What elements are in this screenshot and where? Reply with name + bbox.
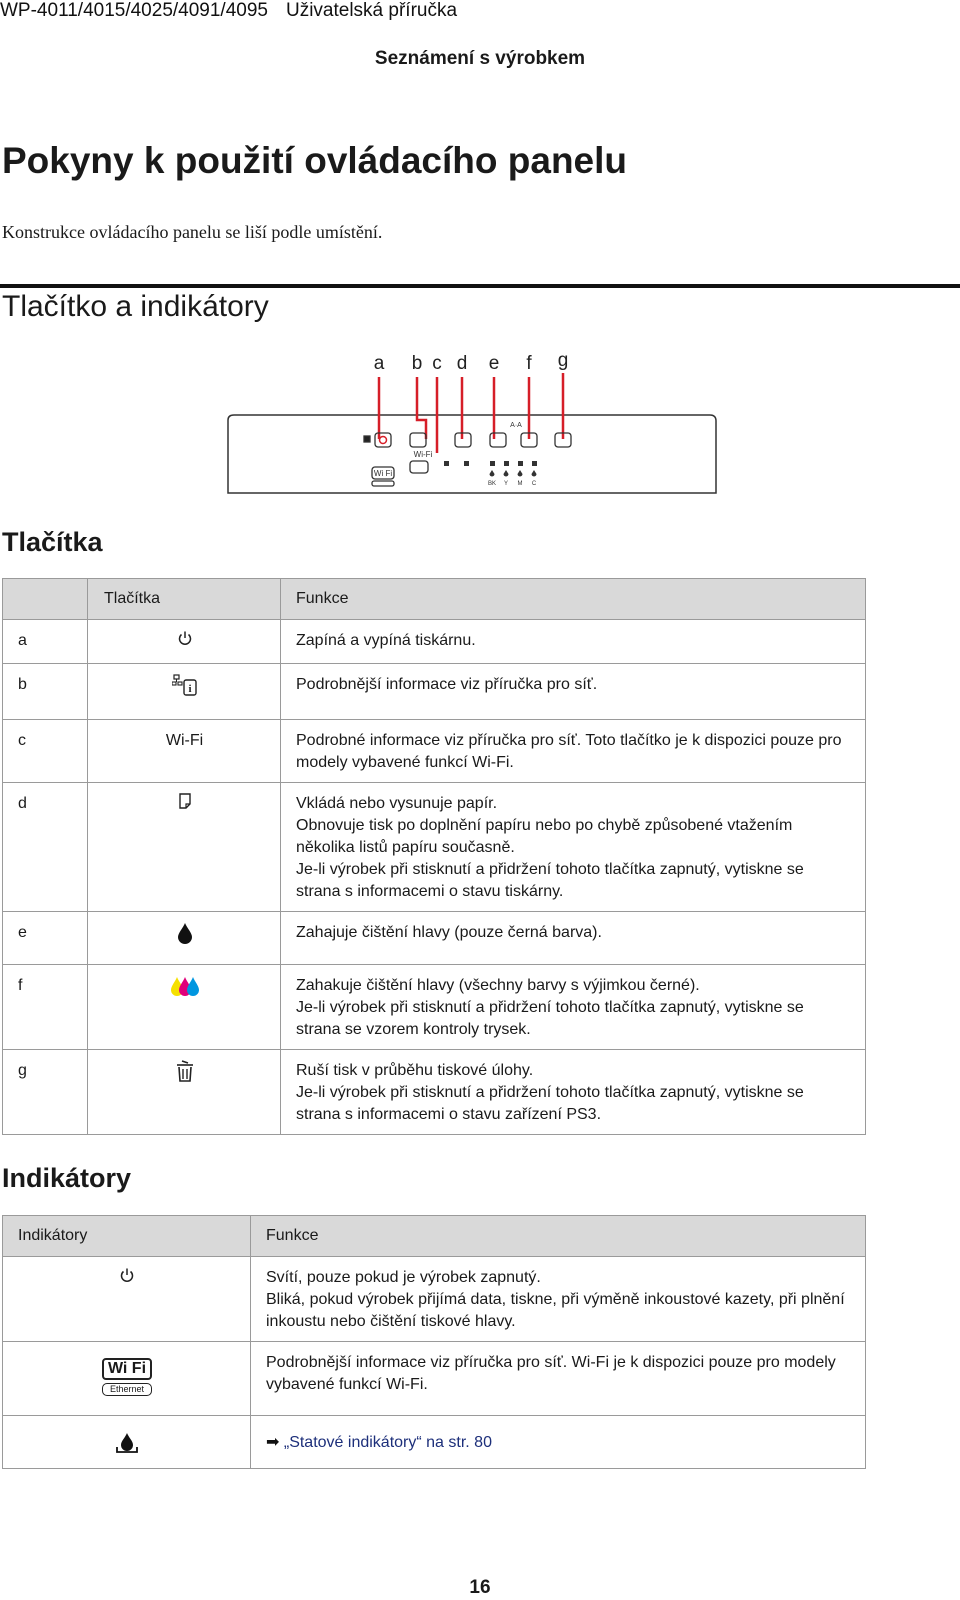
control-panel-diagram — [220, 345, 720, 505]
function-line: Zapíná a vypíná tiskárnu. — [296, 632, 476, 649]
table-row — [3, 1342, 866, 1416]
function-line: Podrobnější informace viz příručka pro síť. — [296, 676, 598, 693]
section-heading: Tlačítko a indikátory — [2, 290, 269, 323]
table-row — [3, 720, 866, 783]
trash-cancel-icon — [88, 1050, 281, 1135]
diagram-label-e: e — [488, 353, 500, 374]
wifi-label: Wi-Fi — [88, 720, 281, 783]
diagram-label-f: f — [526, 353, 532, 374]
doc-name: Uživatelská příručka — [285, 0, 458, 21]
ink-label-y: Y — [503, 481, 509, 487]
function-line: Obnovuje tisk po doplnění papíru nebo po chybě způsobené vtažením několika listů papíru současně. — [296, 817, 793, 856]
ethernet-badge — [372, 481, 394, 486]
ink-label-c: C — [531, 481, 537, 487]
running-header — [0, 0, 475, 22]
power-button — [375, 433, 391, 447]
svg-text:i: i — [187, 683, 192, 695]
color-tag: A·A — [510, 422, 522, 429]
row-function — [281, 664, 866, 720]
ink-status-icon — [3, 1416, 251, 1469]
function-line: Je-li výrobek při stisknutí a přidržení tohoto tlačítka zapnutý, vytiskne se strana s informacemi o stavu zařízení PS3. — [296, 1084, 804, 1123]
status-indicators-link[interactable] — [266, 1434, 492, 1451]
row-letter: e — [3, 912, 88, 965]
power-indicator-icon — [3, 1257, 251, 1342]
diagram-label-d: d — [456, 353, 468, 374]
row-function — [281, 783, 866, 912]
section-label: Seznámení s výrobkem — [374, 48, 586, 69]
paper-icon — [88, 783, 281, 912]
table-row — [3, 965, 866, 1050]
row-function — [251, 1342, 866, 1416]
diagram-label-b: b — [411, 353, 423, 374]
row-function — [281, 1050, 866, 1135]
row-letter: g — [3, 1050, 88, 1135]
page-title: Pokyny k použití ovládacího panelu — [2, 140, 628, 181]
ink-label-bk: BK — [487, 481, 497, 487]
col-indicators: Indikátory — [3, 1216, 251, 1257]
row-letter: a — [3, 620, 88, 664]
row-function — [281, 720, 866, 783]
function-line: Svítí, pouze pokud je výrobek zapnutý. — [266, 1269, 541, 1286]
buttons-table-header — [3, 579, 866, 620]
power-icon — [88, 620, 281, 664]
power-led — [364, 436, 370, 442]
table-row — [3, 783, 866, 912]
indicators-table-header — [3, 1216, 866, 1257]
link-text: „Statové indikátory“ na str. 80 — [283, 1434, 492, 1451]
row-function — [281, 620, 866, 664]
wifi-button — [410, 461, 428, 473]
function-line: Zahajuje čištění hlavy (pouze černá barva). — [296, 924, 602, 941]
row-letter: f — [3, 965, 88, 1050]
function-line: Je-li výrobek při stisknutí a přidržení tohoto tlačítka zapnutý, vytiskne se strana s informacemi o stavu tiskárny. — [296, 861, 804, 900]
ethernet-badge: Ethernet — [102, 1383, 152, 1396]
row-function — [281, 912, 866, 965]
diagram-label-a: a — [373, 353, 385, 374]
ink-label-m: M — [517, 481, 523, 487]
function-line: Podrobné informace viz příručka pro síť. Toto tlačítko je k dispozici pouze pro modely vybavené funkcí Wi-Fi. — [296, 732, 842, 771]
row-function — [251, 1416, 866, 1469]
wifi-button-label: Wi-Fi — [413, 450, 433, 459]
col-function: Funkce — [251, 1216, 866, 1257]
diagram-label-g: g — [557, 350, 569, 371]
row-letter: b — [3, 664, 88, 720]
function-line: Bliká, pokud výrobek přijímá data, tiskne, při výměně inkoustové kazety, při plnění inkoustu nebo čištění tiskové hlavy. — [266, 1291, 845, 1330]
row-letter: d — [3, 783, 88, 912]
page-number: 16 — [469, 1577, 491, 1598]
black-clean-button — [490, 433, 506, 447]
buttons-heading: Tlačítka — [2, 527, 103, 557]
function-line: Vkládá nebo vysunuje papír. — [296, 795, 498, 812]
col-function: Funkce — [281, 579, 866, 620]
model-name: WP-4011/4015/4025/4091/4095 — [0, 0, 268, 21]
panel-outline — [228, 415, 716, 493]
row-function — [251, 1257, 866, 1342]
section-divider — [0, 284, 960, 288]
intro-text: Konstrukce ovládacího panelu se liší podle umístění. — [2, 222, 383, 242]
wifi-badge: Wi Fi — [102, 1358, 152, 1380]
table-row — [3, 1257, 866, 1342]
table-row — [3, 620, 866, 664]
function-line: Ruší tisk v průběhu tiskové úlohy. — [296, 1062, 534, 1079]
function-line: Podrobnější informace viz příručka pro síť. Wi-Fi je k dispozici pouze pro modely vybavené funkcí Wi-Fi. — [266, 1354, 836, 1393]
row-letter: c — [3, 720, 88, 783]
arrow-right-icon: ➡ — [266, 1434, 284, 1451]
network-info-icon — [88, 664, 281, 720]
indicators-table — [2, 1215, 866, 1469]
wifi-ethernet-icon — [3, 1342, 251, 1416]
network-button — [410, 433, 426, 447]
buttons-table — [2, 578, 866, 1135]
row-function — [281, 965, 866, 1050]
black-ink-drop-icon — [88, 912, 281, 965]
table-row — [3, 1416, 866, 1469]
wifi-badge-text: Wi Fi — [373, 469, 393, 478]
function-line: Je-li výrobek při stisknutí a přidržení tohoto tlačítka zapnutý, vytiskne se strana se vzorem kontroly trysek. — [296, 999, 804, 1038]
col-buttons: Tlačítka — [88, 579, 281, 620]
indicators-heading: Indikátory — [2, 1163, 132, 1193]
table-row — [3, 1050, 866, 1135]
ink-indicator-labels — [488, 481, 537, 487]
color-ink-drops-icon — [88, 965, 281, 1050]
table-row — [3, 664, 866, 720]
function-line: Zahakuje čištění hlavy (všechny barvy s výjimkou černé). — [296, 977, 700, 994]
table-row — [3, 912, 866, 965]
diagram-label-c: c — [432, 353, 442, 374]
